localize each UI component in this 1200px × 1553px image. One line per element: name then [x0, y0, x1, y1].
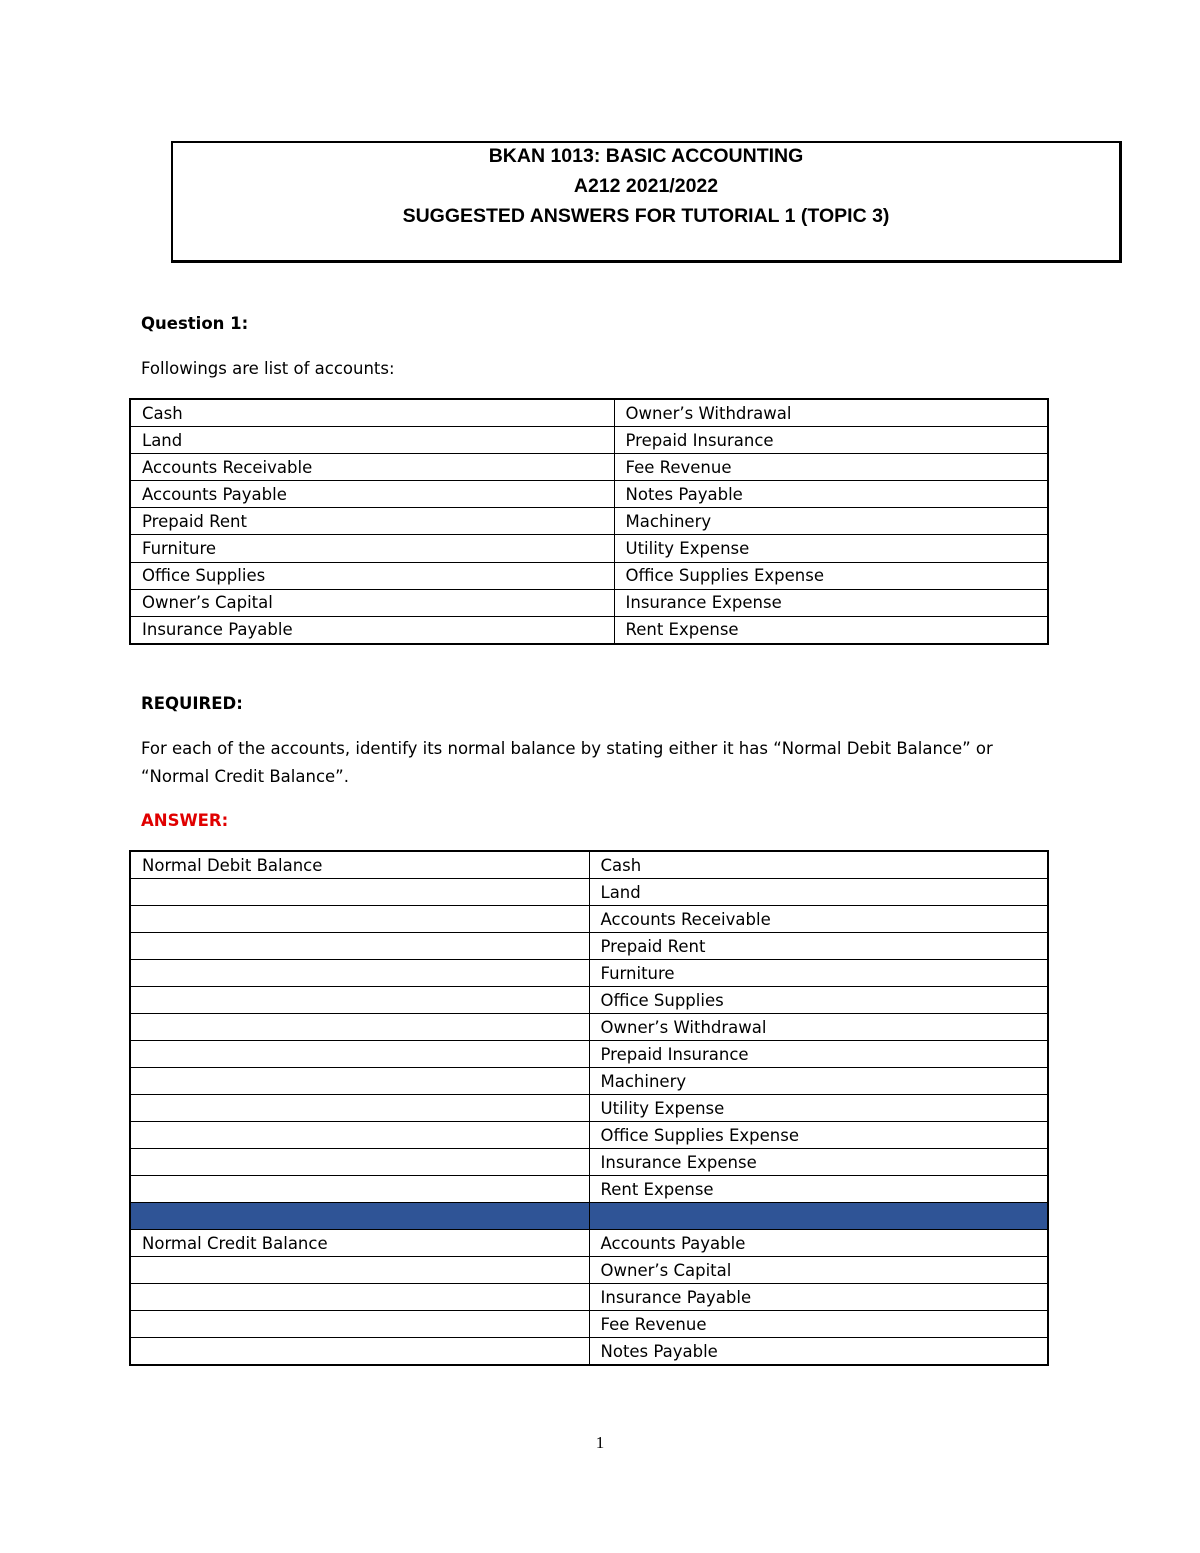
account-cell: Furniture — [589, 960, 1048, 987]
required-instruction-line-1: For each of the accounts, identify its normal balance by stating either it has “Normal Debit Balance” or — [141, 739, 993, 758]
table-row — [130, 562, 1048, 589]
required-label: REQUIRED: — [141, 694, 243, 713]
course-title: BKAN 1013: BASIC ACCOUNTING — [488, 145, 804, 167]
table-row — [130, 879, 1048, 906]
balance-type-cell: Normal Debit Balance — [130, 851, 589, 879]
empty-cell — [130, 906, 589, 933]
account-cell: Prepaid Rent — [130, 508, 614, 535]
table-row — [130, 1068, 1048, 1095]
question-1-label: Question 1: — [141, 314, 249, 333]
account-cell: Land — [130, 427, 614, 454]
table-row — [130, 906, 1048, 933]
empty-cell — [130, 1122, 589, 1149]
account-cell: Cash — [130, 399, 614, 427]
table-row — [130, 508, 1048, 535]
empty-cell — [130, 1149, 589, 1176]
account-cell: Office Supplies — [130, 562, 614, 589]
account-cell: Owner’s Capital — [130, 589, 614, 616]
table-row — [130, 1095, 1048, 1122]
table-row — [130, 454, 1048, 481]
table-row — [130, 427, 1048, 454]
account-cell: Furniture — [130, 535, 614, 562]
document-title: SUGGESTED ANSWERS FOR TUTORIAL 1 (TOPIC 3) — [402, 205, 890, 227]
account-cell: Office Supplies — [589, 987, 1048, 1014]
separator-cell — [130, 1203, 589, 1230]
table-row — [130, 1230, 1048, 1257]
account-cell: Fee Revenue — [614, 454, 1048, 481]
session-title: A212 2021/2022 — [573, 175, 719, 197]
table-row — [130, 1311, 1048, 1338]
account-cell: Accounts Payable — [589, 1230, 1048, 1257]
required-instruction-line-2: “Normal Credit Balance”. — [141, 767, 349, 786]
empty-cell — [130, 1176, 589, 1203]
table-row — [130, 933, 1048, 960]
account-cell: Utility Expense — [614, 535, 1048, 562]
empty-cell — [130, 1257, 589, 1284]
empty-cell — [130, 1068, 589, 1095]
account-cell: Machinery — [614, 508, 1048, 535]
account-cell: Cash — [589, 851, 1048, 879]
account-cell: Owner’s Capital — [589, 1257, 1048, 1284]
account-cell: Notes Payable — [614, 481, 1048, 508]
account-cell: Prepaid Insurance — [589, 1041, 1048, 1068]
table-row — [130, 1338, 1048, 1366]
empty-cell — [130, 1095, 589, 1122]
table-row — [130, 851, 1048, 879]
account-cell: Accounts Receivable — [589, 906, 1048, 933]
table-row — [130, 960, 1048, 987]
account-cell: Owner’s Withdrawal — [589, 1014, 1048, 1041]
separator-row — [130, 1203, 1048, 1230]
account-cell: Office Supplies Expense — [614, 562, 1048, 589]
account-cell: Insurance Expense — [614, 589, 1048, 616]
page-number: 1 — [595, 1433, 605, 1452]
table-row — [130, 987, 1048, 1014]
empty-cell — [130, 1338, 589, 1366]
account-cell: Rent Expense — [614, 616, 1048, 644]
account-cell: Insurance Payable — [130, 616, 614, 644]
empty-cell — [130, 960, 589, 987]
account-cell: Accounts Receivable — [130, 454, 614, 481]
empty-cell — [130, 879, 589, 906]
question-1-intro: Followings are list of accounts: — [141, 359, 395, 378]
accounts-list-table — [129, 398, 1049, 645]
account-cell: Accounts Payable — [130, 481, 614, 508]
account-cell: Land — [589, 879, 1048, 906]
table-row — [130, 1149, 1048, 1176]
table-row — [130, 1014, 1048, 1041]
account-cell: Rent Expense — [589, 1176, 1048, 1203]
account-cell: Notes Payable — [589, 1338, 1048, 1366]
account-cell: Prepaid Rent — [589, 933, 1048, 960]
empty-cell — [130, 1311, 589, 1338]
table-row — [130, 1257, 1048, 1284]
separator-cell — [589, 1203, 1048, 1230]
table-row — [130, 481, 1048, 508]
account-cell: Insurance Expense — [589, 1149, 1048, 1176]
empty-cell — [130, 933, 589, 960]
account-cell: Fee Revenue — [589, 1311, 1048, 1338]
empty-cell — [130, 1284, 589, 1311]
balance-type-cell: Normal Credit Balance — [130, 1230, 589, 1257]
table-row — [130, 616, 1048, 644]
empty-cell — [130, 1014, 589, 1041]
answer-table — [129, 850, 1049, 1366]
table-row — [130, 1041, 1048, 1068]
account-cell: Owner’s Withdrawal — [614, 399, 1048, 427]
table-row — [130, 399, 1048, 427]
table-row — [130, 1122, 1048, 1149]
table-row — [130, 535, 1048, 562]
table-row — [130, 1284, 1048, 1311]
account-cell: Office Supplies Expense — [589, 1122, 1048, 1149]
empty-cell — [130, 1041, 589, 1068]
account-cell: Machinery — [589, 1068, 1048, 1095]
account-cell: Prepaid Insurance — [614, 427, 1048, 454]
table-row — [130, 589, 1048, 616]
title-box — [171, 141, 1122, 263]
empty-cell — [130, 987, 589, 1014]
account-cell: Insurance Payable — [589, 1284, 1048, 1311]
account-cell: Utility Expense — [589, 1095, 1048, 1122]
table-row — [130, 1176, 1048, 1203]
answer-label: ANSWER: — [141, 811, 229, 830]
